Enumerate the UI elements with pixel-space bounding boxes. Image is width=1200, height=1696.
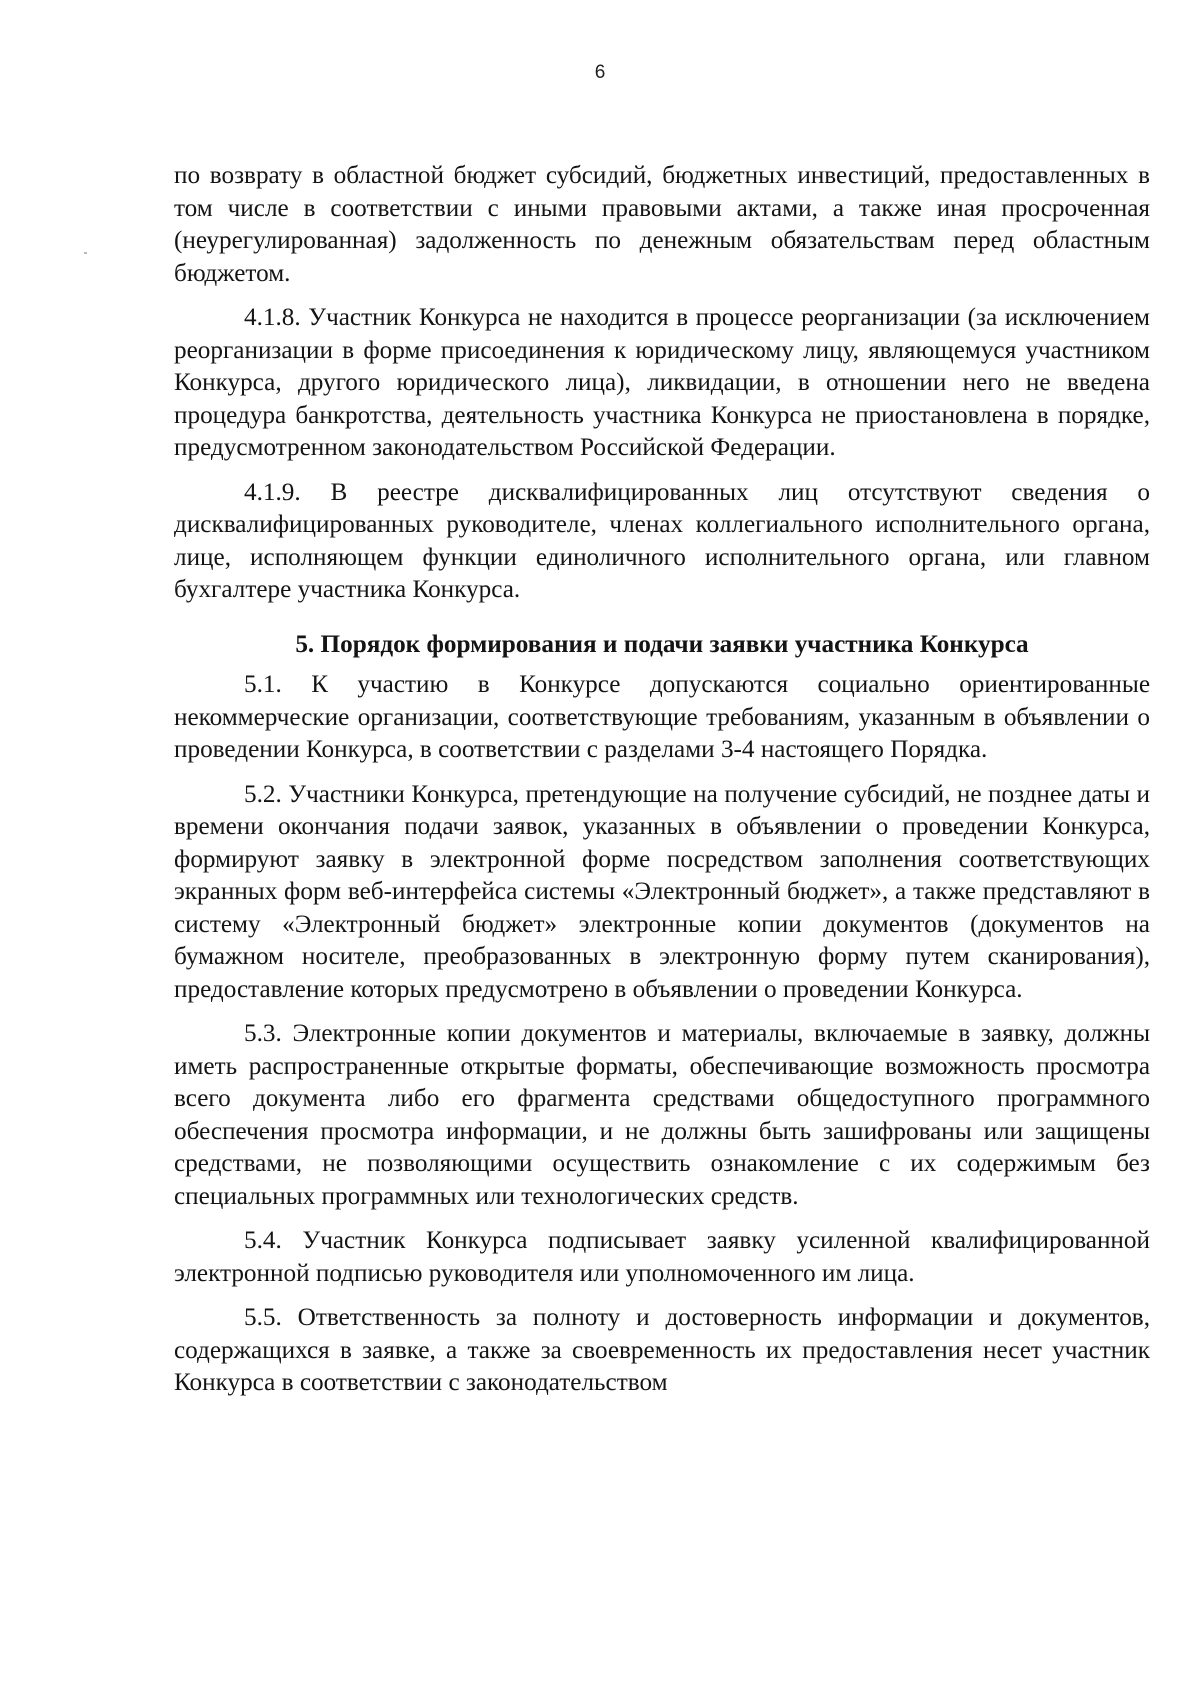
paragraph-5-2: 5.2. Участники Конкурса, претендующие на получение субсидий, не позднее даты и времени окончания подачи заявок, указанных в объявлении о проведении Конкурса, формируют заявку в электронной форме посредством заполнения соответствующих экранных форм веб-интерфейса системы «Электронный бюджет», а также представляют в систему «Электронный бюджет» электронные копии документов (документов на бумажном носителе, преобразованных в электронную форму путем сканирования), предоставление которых предусмотрено в объявлении о проведении Конкурса. [174, 780, 1150, 1003]
page-number: 6 [594, 62, 606, 83]
paragraph-5-3: 5.3. Электронные копии документов и материалы, включаемые в заявку, должны иметь распространенные открытые форматы, обеспечивающие возможность просмотра всего документа либо его фрагмента средствами общедоступного программного обеспечения просмотра информации, и не должны быть зашифрованы или защищены средствами, не позволяющими осуществить ознакомление с их содержимым без специальных программных или технологических средств. [174, 1020, 1150, 1210]
paragraph-5-5: 5.5. Ответственность за полноту и достоверность информации и документов, содержащихся в заявке, а также за своевременность их предоставления несет участник Конкурса в соответствии с законодательством [174, 1304, 1150, 1396]
paragraph-4-1-8: 4.1.8. Участник Конкурса не находится в процессе реорганизации (за исключением реорганизации в форме присоединения к юридическому лицу, являющемуся участником Конкурса, другого юридического лица), ликвидации, в отношении него не введена процедура банкротства, деятельность участника Конкурса не приостановлена в порядке, предусмотренном законодательством Российской Федерации. [174, 304, 1150, 461]
scan-artifact [84, 252, 87, 254]
section-heading: 5. Порядок формирования и подачи заявки участника Конкурса [295, 630, 1029, 658]
document-body [174, 160, 1150, 1412]
paragraph-5-4: 5.4. Участник Конкурса подписывает заявку усиленной квалифицированной электронной подписью руководителя или уполномоченного им лица. [174, 1227, 1150, 1287]
paragraph-5-1: 5.1. К участию в Конкурсе допускаются социально ориентированные некоммерческие организации, соответствующие требованиям, указанным в объявлении о проведении Конкурса, в соответствии с разделами 3-4 настоящего Порядка. [174, 671, 1150, 763]
paragraph-continuation: по возврату в областной бюджет субсидий, бюджетных инвестиций, предоставленных в том числе в соответствии с иными правовыми актами, а также иная просроченная (неурегулированная) задолженность по денежным обязательствам перед областным бюджетом. [174, 162, 1150, 287]
paragraph-4-1-9: 4.1.9. В реестре дисквалифицированных лиц отсутствуют сведения о дисквалифицированных руководителе, членах коллегиального исполнительного органа, лице, исполняющем функции единоличного исполнительного органа, или главном бухгалтере участника Конкурса. [174, 478, 1150, 603]
